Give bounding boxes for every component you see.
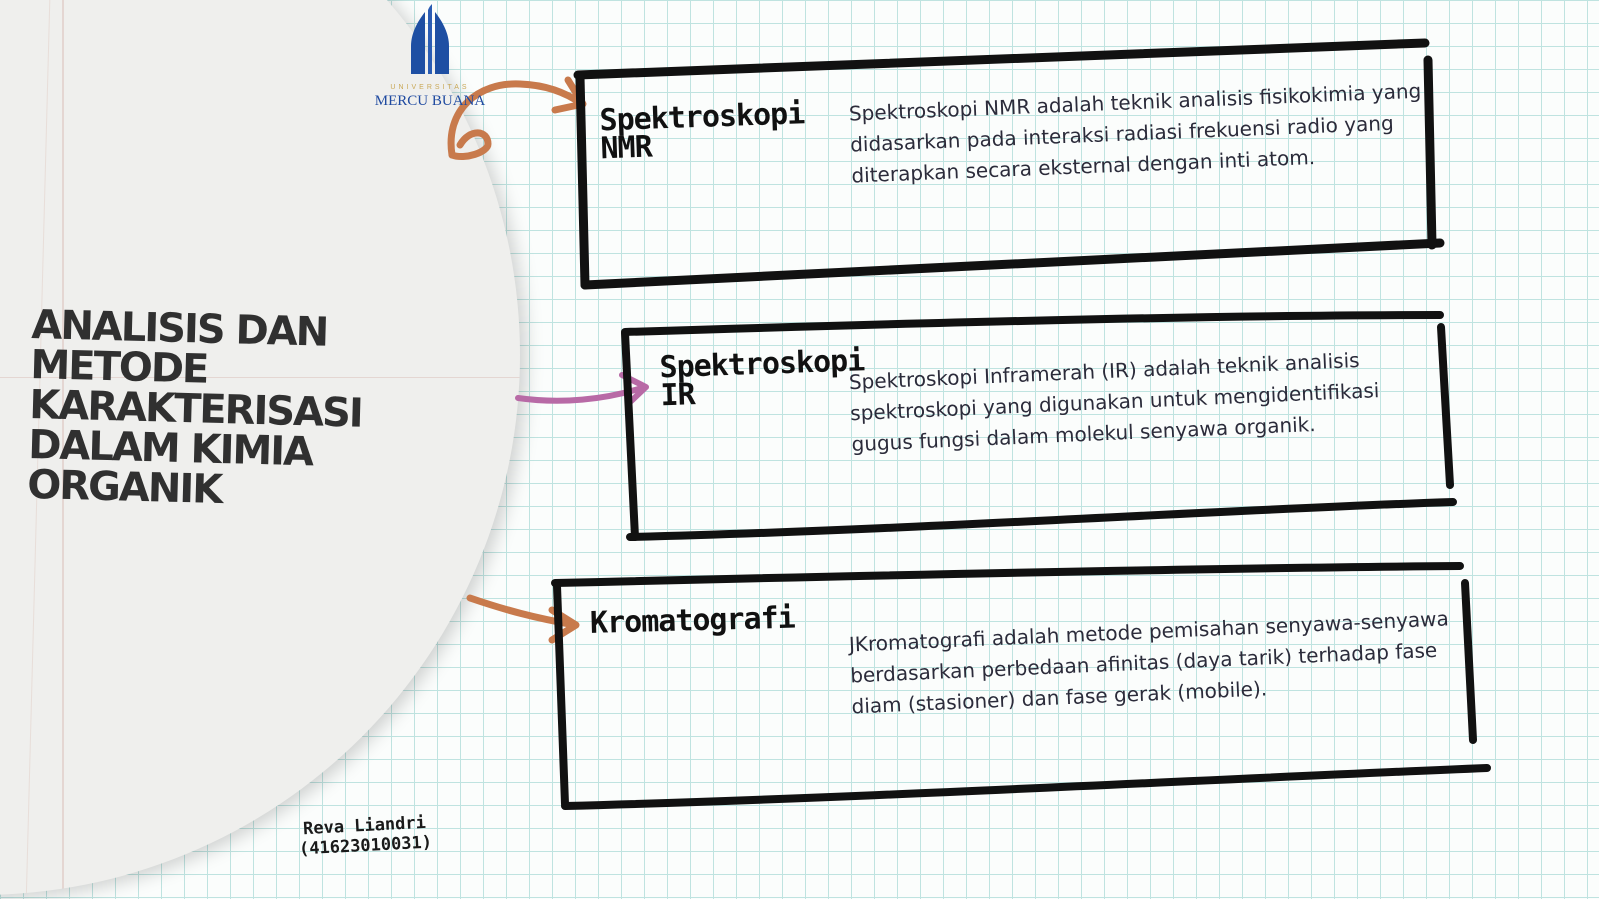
card-title: Spektroskopi NMR <box>598 96 805 167</box>
card-title: Kromatografi <box>589 600 796 641</box>
author-id: (41623010031) <box>298 832 433 860</box>
logo-university-name: MERCU BUANA <box>374 93 486 109</box>
author-name: Reva Liandri <box>302 812 427 840</box>
card-description: JKromatografi adalah metode pemisahan senyawa-senyawa berdasarkan perbedaan afinitas (daya tarik) terhadap fase diam (stasioner) dan fase gerak (mobile). <box>848 606 1450 719</box>
main-title: ANALISIS DAN METODE KARAKTERISASI DALAM KIMIA ORGANIK <box>26 302 363 514</box>
card-title: Spektroskopi IR <box>658 343 865 414</box>
card-kro <box>545 558 1500 823</box>
arrow-to-nmr-loop <box>452 133 488 157</box>
logo-university-label: UNIVERSITAS <box>390 84 470 91</box>
mercu-buana-logo-icon <box>403 4 457 80</box>
university-logo <box>360 4 500 114</box>
card-ir <box>615 305 1465 550</box>
card-description: Spektroskopi NMR adalah teknik analisis fisikokimia yang didasarkan pada interaksi radiasi frekuensi radio yang diterapkan secara eksternal dengan inti atom. <box>848 78 1422 188</box>
card-nmr <box>570 35 1460 300</box>
card-description: Spektroskopi Inframerah (IR) adalah teknik analisis spektroskopi yang digunakan untuk mengidentifikasi gugus fungsi dalam molekul senyawa organik. <box>848 347 1380 457</box>
